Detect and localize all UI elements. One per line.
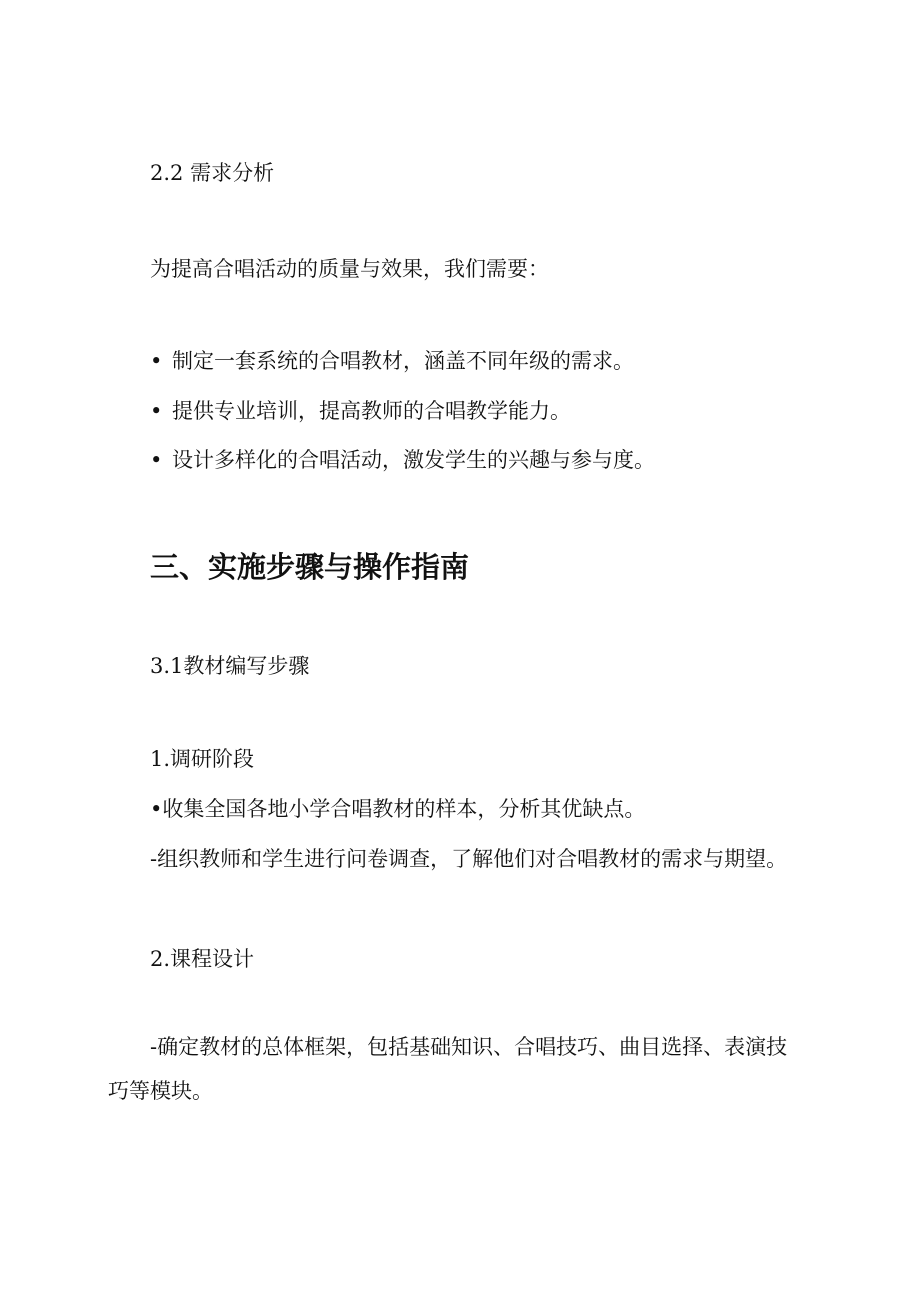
step-2-title: 2.课程设计: [150, 947, 255, 971]
step-1-item-1: •收集全国各地小学合唱教材的样本，分析其优缺点。: [150, 797, 646, 821]
section-3-1-title: 3.1教材编写步骤: [150, 654, 310, 678]
section-2-2-title: 2.2 需求分析: [150, 161, 275, 185]
bullet-icon: •: [150, 399, 163, 423]
bullet-icon: •: [150, 448, 163, 472]
bullet-item-3: [150, 445, 655, 475]
bullet-text: 设计多样化的合唱活动，激发学生的兴趣与参与度。: [172, 448, 655, 472]
section-2-2-intro: 为提高合唱活动的质量与效果，我们需要：: [150, 257, 549, 281]
chapter-3-title: 三、实施步骤与操作指南: [150, 550, 470, 584]
step-2-para-line-2: 巧等模块。: [108, 1079, 213, 1103]
bullet-icon: •: [150, 349, 163, 373]
step-1-item-2: -组织教师和学生进行问卷调查，了解他们对合唱教材的需求与期望。: [150, 847, 788, 871]
step-2-para-line-1: -确定教材的总体框架，包括基础知识、合唱技巧、曲目选择、表演技: [150, 1035, 788, 1059]
step-1-title: 1.调研阶段: [150, 747, 255, 771]
bullet-text: 制定一套系统的合唱教材，涵盖不同年级的需求。: [172, 349, 634, 373]
bullet-text: 提供专业培训，提高教师的合唱教学能力。: [172, 399, 571, 423]
bullet-item-2: [150, 396, 571, 426]
bullet-item-1: [150, 346, 634, 376]
